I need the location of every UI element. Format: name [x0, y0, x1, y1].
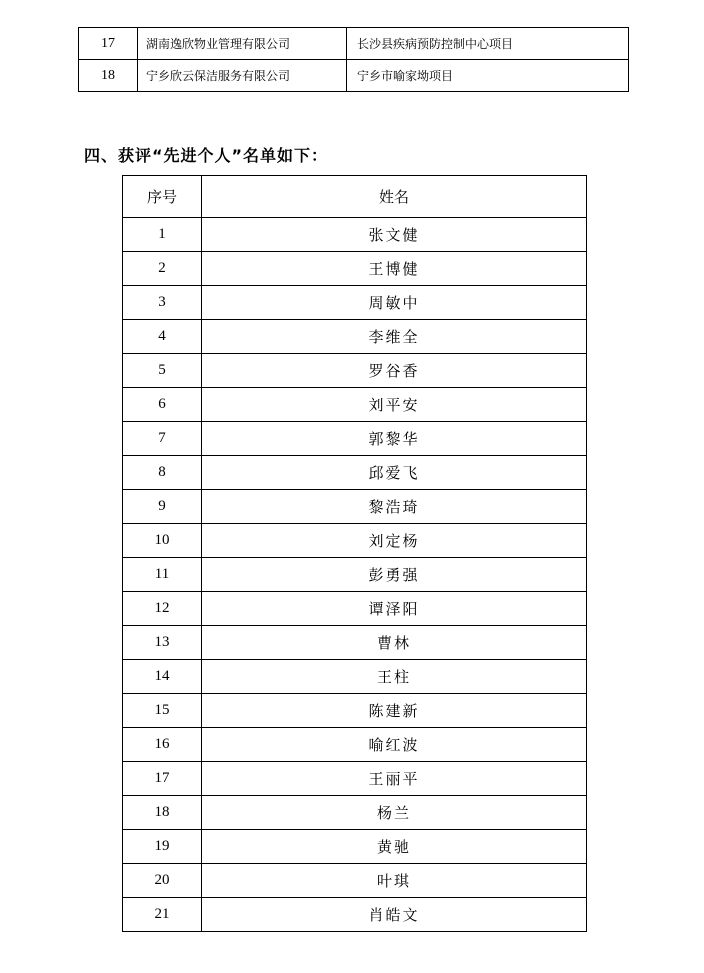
serial-number: 18: [123, 796, 202, 830]
table-row: [123, 456, 587, 490]
table-row: [123, 490, 587, 524]
serial-number: 7: [123, 422, 202, 456]
serial-number: 21: [123, 898, 202, 932]
person-name: 王博健: [202, 252, 587, 286]
person-name: 黄驰: [202, 830, 587, 864]
person-name: 肖皓文: [202, 898, 587, 932]
table-row: [123, 864, 587, 898]
table-row: [123, 592, 587, 626]
serial-number: 8: [123, 456, 202, 490]
person-name: 叶琪: [202, 864, 587, 898]
person-name: 刘定杨: [202, 524, 587, 558]
serial-number: 6: [123, 388, 202, 422]
table-row: [123, 728, 587, 762]
serial-number: 3: [123, 286, 202, 320]
serial-number: 11: [123, 558, 202, 592]
table-row: [123, 320, 587, 354]
table-row: [123, 762, 587, 796]
header-name: 姓名: [202, 176, 587, 218]
serial-number: 10: [123, 524, 202, 558]
table-row: [123, 286, 587, 320]
row-number: 18: [79, 60, 138, 92]
person-name: 喻红波: [202, 728, 587, 762]
person-name: 邱爱飞: [202, 456, 587, 490]
row-number: 17: [79, 28, 138, 60]
person-name: 彭勇强: [202, 558, 587, 592]
table-row: [123, 830, 587, 864]
serial-number: 5: [123, 354, 202, 388]
table-row: [123, 218, 587, 252]
person-name: 李维全: [202, 320, 587, 354]
serial-number: 2: [123, 252, 202, 286]
individuals-table-body: [123, 218, 587, 932]
table-row: [123, 524, 587, 558]
person-name: 张文健: [202, 218, 587, 252]
serial-number: 13: [123, 626, 202, 660]
table-row: [123, 558, 587, 592]
serial-number: 1: [123, 218, 202, 252]
company-name: 宁乡欣云保洁服务有限公司: [138, 60, 347, 92]
serial-number: 20: [123, 864, 202, 898]
table-row: [123, 660, 587, 694]
header-serial-number: 序号: [123, 176, 202, 218]
project-name: 宁乡市喻家坳项目: [347, 60, 629, 92]
table-row: [79, 60, 629, 92]
person-name: 曹林: [202, 626, 587, 660]
table-row: [123, 626, 587, 660]
continued-company-table: [78, 27, 629, 92]
table-row: [123, 354, 587, 388]
serial-number: 4: [123, 320, 202, 354]
person-name: 罗谷香: [202, 354, 587, 388]
advanced-individuals-table: [122, 175, 587, 932]
table-row: [123, 388, 587, 422]
project-name: 长沙县疾病预防控制中心项目: [347, 28, 629, 60]
person-name: 刘平安: [202, 388, 587, 422]
table-header-row: [123, 176, 587, 218]
person-name: 谭泽阳: [202, 592, 587, 626]
person-name: 郭黎华: [202, 422, 587, 456]
person-name: 杨兰: [202, 796, 587, 830]
table-row: [123, 898, 587, 932]
person-name: 王丽平: [202, 762, 587, 796]
person-name: 王柱: [202, 660, 587, 694]
serial-number: 19: [123, 830, 202, 864]
serial-number: 9: [123, 490, 202, 524]
table-row: [123, 796, 587, 830]
company-name: 湖南逸欣物业管理有限公司: [138, 28, 347, 60]
person-name: 黎浩琦: [202, 490, 587, 524]
person-name: 陈建新: [202, 694, 587, 728]
person-name: 周敏中: [202, 286, 587, 320]
serial-number: 14: [123, 660, 202, 694]
table-row: [79, 28, 629, 60]
table-row: [123, 422, 587, 456]
section-heading: 四、获评“先进个人”名单如下：: [84, 146, 329, 165]
serial-number: 17: [123, 762, 202, 796]
table-row: [123, 252, 587, 286]
table-row: [123, 694, 587, 728]
serial-number: 12: [123, 592, 202, 626]
serial-number: 16: [123, 728, 202, 762]
serial-number: 15: [123, 694, 202, 728]
